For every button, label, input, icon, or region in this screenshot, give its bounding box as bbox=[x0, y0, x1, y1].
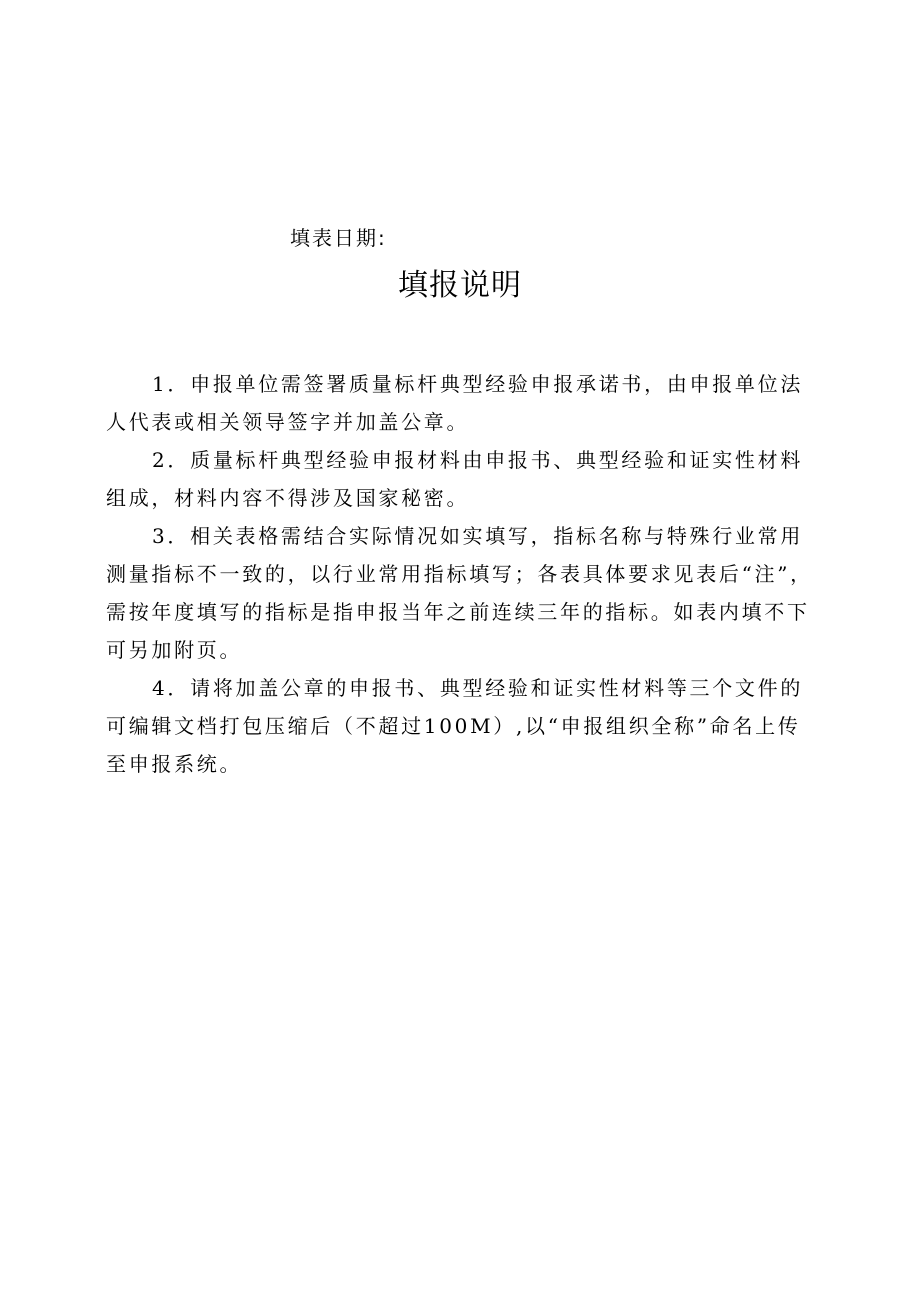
instruction-paragraph-2: 2．质量标杆典型经验申报材料由申报书、典型经验和证实性材料组成，材料内容不得涉及国家秘密。 bbox=[106, 448, 804, 510]
page-title: 填报说明 bbox=[398, 268, 522, 303]
instruction-paragraph-1: 1．申报单位需签署质量标杆典型经验申报承诺书，由申报单位法人代表或相关领导签字并加盖公章。 bbox=[106, 372, 804, 434]
instruction-paragraph-4: 4．请将加盖公章的申报书、典型经验和证实性材料等三个文件的可编辑文档打包压缩后（不超过100M）,以“申报组织全称”命名上传至申报系统。 bbox=[106, 676, 804, 776]
fill-date-label: 填表日期: bbox=[290, 226, 387, 250]
instruction-paragraph-3: 3．相关表格需结合实际情况如实填写，指标名称与特殊行业常用测量指标不一致的，以行业常用指标填写；各表具体要求见表后“注”，需按年度填写的指标是指申报当年之前连续三年的指标。如表内填不下可另加附页。 bbox=[106, 524, 813, 662]
instructions-body bbox=[106, 365, 818, 783]
